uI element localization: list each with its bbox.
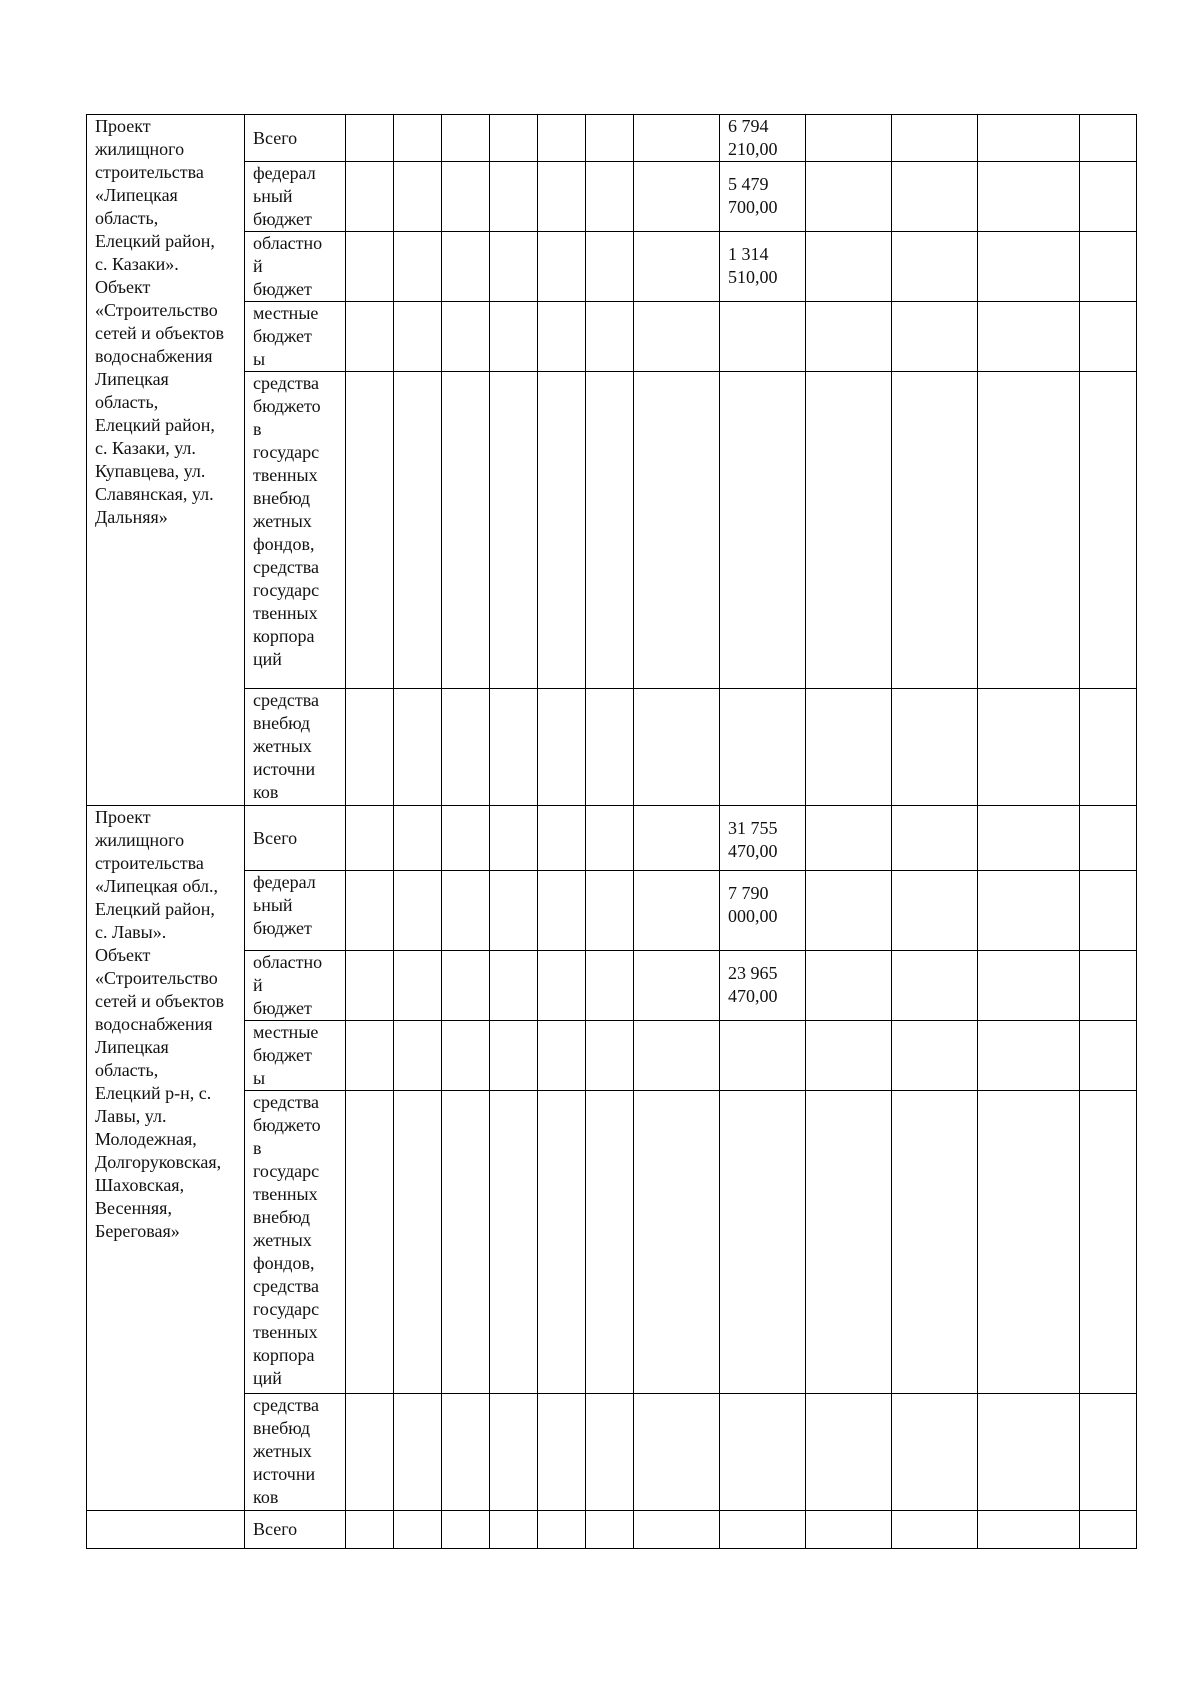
empty-cell xyxy=(806,1091,892,1394)
empty-cell xyxy=(978,1394,1080,1511)
empty-cell xyxy=(490,115,538,162)
empty-cell xyxy=(346,1021,394,1091)
project-name-cell xyxy=(87,1511,245,1549)
empty-cell xyxy=(1080,302,1137,372)
empty-cell xyxy=(490,806,538,871)
amount-cell xyxy=(720,232,806,302)
empty-cell xyxy=(806,372,892,689)
empty-cell xyxy=(634,1511,720,1549)
empty-cell xyxy=(442,951,490,1021)
amount-cell xyxy=(720,302,806,372)
empty-cell xyxy=(892,302,978,372)
amount-cell xyxy=(720,806,806,871)
amount-cell xyxy=(720,951,806,1021)
amount-value: 7 790 000,00 xyxy=(728,883,778,926)
funding-source-cell xyxy=(245,302,346,372)
empty-cell xyxy=(346,1091,394,1394)
empty-cell xyxy=(346,162,394,232)
table-row xyxy=(87,232,1137,302)
empty-cell xyxy=(634,871,720,951)
table-row xyxy=(87,115,1137,162)
empty-cell xyxy=(538,232,586,302)
empty-cell xyxy=(586,951,634,1021)
empty-cell xyxy=(1080,806,1137,871)
funding-source-label: федерал ьный бюджет xyxy=(253,872,316,938)
empty-cell xyxy=(346,951,394,1021)
empty-cell xyxy=(346,806,394,871)
funding-source-label: Всего xyxy=(253,127,298,148)
empty-cell xyxy=(394,1091,442,1394)
empty-cell xyxy=(634,162,720,232)
empty-cell xyxy=(538,302,586,372)
amount-cell xyxy=(720,689,806,806)
empty-cell xyxy=(892,689,978,806)
funding-source-cell xyxy=(245,806,346,871)
empty-cell xyxy=(538,1091,586,1394)
empty-cell xyxy=(394,372,442,689)
table-row xyxy=(87,951,1137,1021)
empty-cell xyxy=(442,1021,490,1091)
empty-cell xyxy=(538,1021,586,1091)
funding-source-cell xyxy=(245,1394,346,1511)
empty-cell xyxy=(538,1394,586,1511)
table-row xyxy=(87,302,1137,372)
funding-source-cell xyxy=(245,1091,346,1394)
empty-cell xyxy=(490,1021,538,1091)
empty-cell xyxy=(394,1511,442,1549)
empty-cell xyxy=(538,162,586,232)
empty-cell xyxy=(346,115,394,162)
empty-cell xyxy=(806,951,892,1021)
empty-cell xyxy=(1080,1091,1137,1394)
empty-cell xyxy=(806,871,892,951)
empty-cell xyxy=(892,1021,978,1091)
empty-cell xyxy=(394,232,442,302)
amount-cell xyxy=(720,115,806,162)
empty-cell xyxy=(978,372,1080,689)
funding-source-label: федерал ьный бюджет xyxy=(253,163,316,229)
empty-cell xyxy=(978,1511,1080,1549)
empty-cell xyxy=(442,1091,490,1394)
empty-cell xyxy=(490,1091,538,1394)
amount-value: 1 314 510,00 xyxy=(728,244,778,287)
empty-cell xyxy=(634,1021,720,1091)
empty-cell xyxy=(346,372,394,689)
empty-cell xyxy=(394,871,442,951)
funding-source-label: средства бюджето в государс твенных внебюд жетных фондов, средства государс твенных корпора ций xyxy=(253,373,321,669)
empty-cell xyxy=(442,1394,490,1511)
empty-cell xyxy=(806,115,892,162)
empty-cell xyxy=(892,232,978,302)
table-row xyxy=(87,1511,1137,1549)
empty-cell xyxy=(346,302,394,372)
empty-cell xyxy=(538,689,586,806)
empty-cell xyxy=(806,232,892,302)
empty-cell xyxy=(806,302,892,372)
empty-cell xyxy=(978,232,1080,302)
empty-cell xyxy=(346,1394,394,1511)
empty-cell xyxy=(394,1021,442,1091)
empty-cell xyxy=(892,162,978,232)
empty-cell xyxy=(1080,1394,1137,1511)
table-row xyxy=(87,871,1137,951)
empty-cell xyxy=(442,871,490,951)
empty-cell xyxy=(634,806,720,871)
empty-cell xyxy=(538,951,586,1021)
empty-cell xyxy=(586,302,634,372)
empty-cell xyxy=(1080,689,1137,806)
empty-cell xyxy=(490,302,538,372)
amount-cell xyxy=(720,1021,806,1091)
empty-cell xyxy=(586,806,634,871)
table-body xyxy=(87,115,1137,1549)
empty-cell xyxy=(1080,232,1137,302)
empty-cell xyxy=(490,871,538,951)
project-name: Проект жилищного строительства «Липецкая обл., Елецкий район, с. Лавы». Объект «Строительство сетей и объектов водоснабжения Липецкая область, Елецкий р-н, с. Лавы, ул. Молодежная, Долгоруковская, Шаховская, Весенняя, Береговая» xyxy=(95,807,224,1241)
empty-cell xyxy=(442,162,490,232)
funding-source-label: областно й бюджет xyxy=(253,952,323,1018)
empty-cell xyxy=(346,871,394,951)
empty-cell xyxy=(490,951,538,1021)
empty-cell xyxy=(538,1511,586,1549)
budget-table xyxy=(86,114,1137,1549)
empty-cell xyxy=(1080,1511,1137,1549)
table-row xyxy=(87,372,1137,689)
amount-cell xyxy=(720,372,806,689)
empty-cell xyxy=(978,162,1080,232)
empty-cell xyxy=(806,1394,892,1511)
empty-cell xyxy=(442,302,490,372)
empty-cell xyxy=(1080,951,1137,1021)
amount-value: 6 794 210,00 xyxy=(728,116,778,159)
amount-cell xyxy=(720,1394,806,1511)
empty-cell xyxy=(586,1091,634,1394)
empty-cell xyxy=(1080,372,1137,689)
project-name: Проект жилищного строительства «Липецкая область, Елецкий район, с. Казаки». Объект «Строительство сетей и объектов водоснабжения Липецкая область, Елецкий район, с. Казаки, ул. Купавцева, ул. Славянская, ул. Дальняя» xyxy=(95,116,224,527)
empty-cell xyxy=(394,115,442,162)
empty-cell xyxy=(1080,162,1137,232)
empty-cell xyxy=(1080,1021,1137,1091)
empty-cell xyxy=(538,115,586,162)
empty-cell xyxy=(978,689,1080,806)
funding-source-cell xyxy=(245,1021,346,1091)
empty-cell xyxy=(586,871,634,951)
funding-source-cell xyxy=(245,871,346,951)
empty-cell xyxy=(442,806,490,871)
empty-cell xyxy=(978,1091,1080,1394)
empty-cell xyxy=(490,1511,538,1549)
project-name-cell xyxy=(87,115,245,806)
table-row xyxy=(87,1394,1137,1511)
empty-cell xyxy=(806,689,892,806)
empty-cell xyxy=(634,232,720,302)
empty-cell xyxy=(538,871,586,951)
amount-cell xyxy=(720,871,806,951)
empty-cell xyxy=(394,806,442,871)
empty-cell xyxy=(978,115,1080,162)
empty-cell xyxy=(394,951,442,1021)
empty-cell xyxy=(490,1394,538,1511)
empty-cell xyxy=(442,232,490,302)
empty-cell xyxy=(892,1394,978,1511)
funding-source-cell xyxy=(245,115,346,162)
empty-cell xyxy=(978,806,1080,871)
empty-cell xyxy=(634,689,720,806)
empty-cell xyxy=(978,302,1080,372)
empty-cell xyxy=(806,1021,892,1091)
empty-cell xyxy=(1080,871,1137,951)
empty-cell xyxy=(394,302,442,372)
empty-cell xyxy=(634,372,720,689)
empty-cell xyxy=(586,372,634,689)
empty-cell xyxy=(978,951,1080,1021)
empty-cell xyxy=(634,1394,720,1511)
empty-cell xyxy=(586,162,634,232)
empty-cell xyxy=(586,1394,634,1511)
table-row xyxy=(87,162,1137,232)
empty-cell xyxy=(394,162,442,232)
empty-cell xyxy=(978,871,1080,951)
empty-cell xyxy=(442,689,490,806)
empty-cell xyxy=(490,232,538,302)
table-row xyxy=(87,689,1137,806)
empty-cell xyxy=(442,1511,490,1549)
amount-value: 5 479 700,00 xyxy=(728,174,778,217)
empty-cell xyxy=(346,1511,394,1549)
empty-cell xyxy=(634,951,720,1021)
empty-cell xyxy=(806,162,892,232)
empty-cell xyxy=(442,372,490,689)
empty-cell xyxy=(806,1511,892,1549)
funding-source-label: средства внебюд жетных источни ков xyxy=(253,1395,320,1507)
empty-cell xyxy=(1080,115,1137,162)
project-name-cell xyxy=(87,806,245,1511)
table-row xyxy=(87,1021,1137,1091)
empty-cell xyxy=(892,806,978,871)
empty-cell xyxy=(634,115,720,162)
funding-source-cell xyxy=(245,162,346,232)
funding-source-label: средства внебюд жетных источни ков xyxy=(253,690,320,802)
funding-source-label: местные бюджет ы xyxy=(253,303,319,369)
empty-cell xyxy=(634,1091,720,1394)
amount-value: 23 965 470,00 xyxy=(728,963,778,1006)
empty-cell xyxy=(538,372,586,689)
empty-cell xyxy=(586,689,634,806)
funding-source-cell xyxy=(245,689,346,806)
amount-value: 31 755 470,00 xyxy=(728,818,778,861)
funding-source-label: областно й бюджет xyxy=(253,233,323,299)
empty-cell xyxy=(490,689,538,806)
empty-cell xyxy=(586,232,634,302)
funding-source-label: Всего xyxy=(253,1519,298,1539)
funding-source-cell xyxy=(245,1511,346,1549)
empty-cell xyxy=(892,1511,978,1549)
empty-cell xyxy=(538,806,586,871)
empty-cell xyxy=(490,372,538,689)
funding-source-label: средства бюджето в государс твенных внебюд жетных фондов, средства государс твенных корпора ций xyxy=(253,1092,321,1388)
empty-cell xyxy=(892,1091,978,1394)
empty-cell xyxy=(394,689,442,806)
amount-cell xyxy=(720,1511,806,1549)
funding-source-label: Всего xyxy=(253,827,298,848)
empty-cell xyxy=(394,1394,442,1511)
amount-cell xyxy=(720,162,806,232)
empty-cell xyxy=(586,115,634,162)
table-row xyxy=(87,806,1137,871)
funding-source-cell xyxy=(245,232,346,302)
empty-cell xyxy=(346,689,394,806)
empty-cell xyxy=(634,302,720,372)
empty-cell xyxy=(892,372,978,689)
empty-cell xyxy=(978,1021,1080,1091)
empty-cell xyxy=(892,871,978,951)
empty-cell xyxy=(806,806,892,871)
amount-cell xyxy=(720,1091,806,1394)
empty-cell xyxy=(442,115,490,162)
empty-cell xyxy=(892,951,978,1021)
empty-cell xyxy=(892,115,978,162)
empty-cell xyxy=(346,232,394,302)
funding-source-cell xyxy=(245,951,346,1021)
empty-cell xyxy=(586,1511,634,1549)
table-row xyxy=(87,1091,1137,1394)
funding-source-cell xyxy=(245,372,346,689)
funding-source-label: местные бюджет ы xyxy=(253,1022,319,1088)
empty-cell xyxy=(490,162,538,232)
empty-cell xyxy=(586,1021,634,1091)
